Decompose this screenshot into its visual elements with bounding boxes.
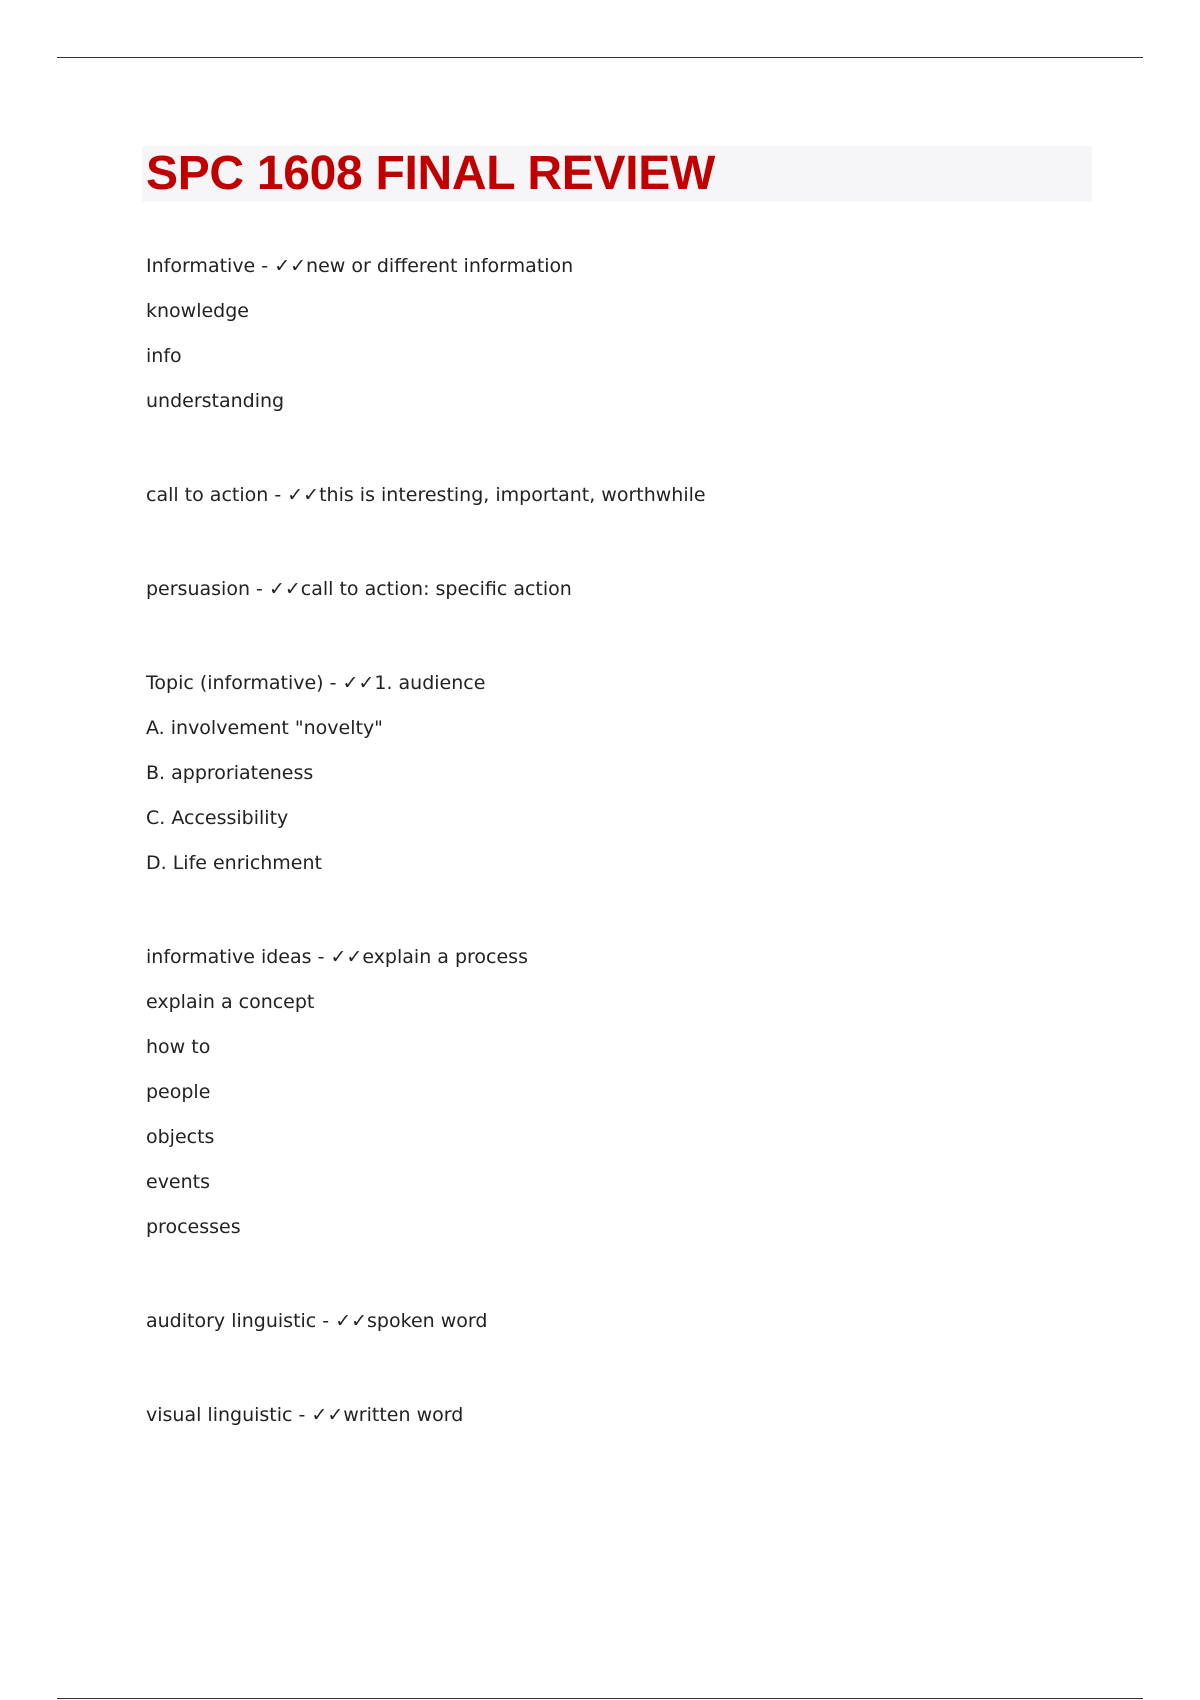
review-entry	[146, 1299, 1096, 1344]
entry-term: persuasion	[146, 578, 250, 600]
entry-term: auditory linguistic	[146, 1310, 317, 1332]
top-rule	[57, 57, 1143, 58]
entry-detail-line: B. approriateness	[146, 762, 314, 784]
entry-term-line	[146, 473, 1096, 518]
document-title: SPC 1608 FINAL REVIEW	[146, 147, 715, 200]
entry-term: call to action	[146, 484, 269, 506]
entry-definition: explain a process	[362, 946, 528, 968]
entry-definition: new or different information	[306, 255, 574, 277]
double-check-icon: ✓✓	[330, 946, 363, 968]
entry-separator: -	[268, 484, 288, 506]
review-entry	[146, 567, 1096, 612]
entry-separator: -	[250, 578, 269, 600]
entry-detail-line: how to	[146, 1036, 211, 1058]
entry-detail-line: people	[146, 1081, 211, 1103]
entry-detail-line: A. involvement "novelty"	[146, 717, 383, 739]
entry-term-line	[146, 935, 1096, 980]
entry-detail-line: understanding	[146, 390, 285, 412]
double-check-icon: ✓✓	[311, 1404, 344, 1426]
double-check-icon: ✓✓	[287, 484, 320, 506]
review-entry	[146, 1393, 1096, 1438]
entry-term: informative ideas	[146, 946, 312, 968]
entry-detail-line: explain a concept	[146, 991, 315, 1013]
double-check-icon: ✓✓	[342, 672, 375, 694]
entry-definition: spoken word	[367, 1310, 488, 1332]
entry-definition: call to action: specific action	[300, 578, 572, 600]
entry-term-line	[146, 1393, 1096, 1438]
entry-term-line	[146, 567, 1096, 612]
review-entries	[146, 244, 1096, 1487]
bottom-rule	[57, 1698, 1143, 1699]
review-entry	[146, 661, 1096, 886]
entry-detail-line: info	[146, 345, 182, 367]
review-entry	[146, 935, 1096, 1250]
entry-definition: this is interesting, important, worthwhile	[319, 484, 706, 506]
entry-definition: written word	[343, 1404, 464, 1426]
entry-separator: -	[292, 1404, 312, 1426]
entry-term-line	[146, 1299, 1096, 1344]
entry-separator: -	[323, 672, 343, 694]
entry-term: Informative	[146, 255, 256, 277]
entry-term: visual linguistic	[146, 1404, 293, 1426]
entry-detail-line: objects	[146, 1126, 215, 1148]
entry-definition: 1. audience	[374, 672, 486, 694]
entry-detail-line: knowledge	[146, 300, 249, 322]
review-entry	[146, 473, 1096, 518]
entry-detail-line: events	[146, 1171, 211, 1193]
entry-term: Topic (informative)	[146, 672, 324, 694]
review-entry	[146, 244, 1096, 424]
entry-separator: -	[316, 1310, 336, 1332]
entry-detail-line: D. Life enrichment	[146, 852, 322, 874]
double-check-icon: ✓✓	[335, 1310, 368, 1332]
double-check-icon: ✓✓	[268, 578, 301, 600]
entry-separator: -	[311, 946, 331, 968]
entry-term-line	[146, 244, 1096, 289]
entry-detail-line: processes	[146, 1216, 241, 1238]
entry-detail-line: C. Accessibility	[146, 807, 289, 829]
entry-term-line	[146, 661, 1096, 706]
entry-separator: -	[255, 255, 275, 277]
double-check-icon: ✓✓	[274, 255, 307, 277]
